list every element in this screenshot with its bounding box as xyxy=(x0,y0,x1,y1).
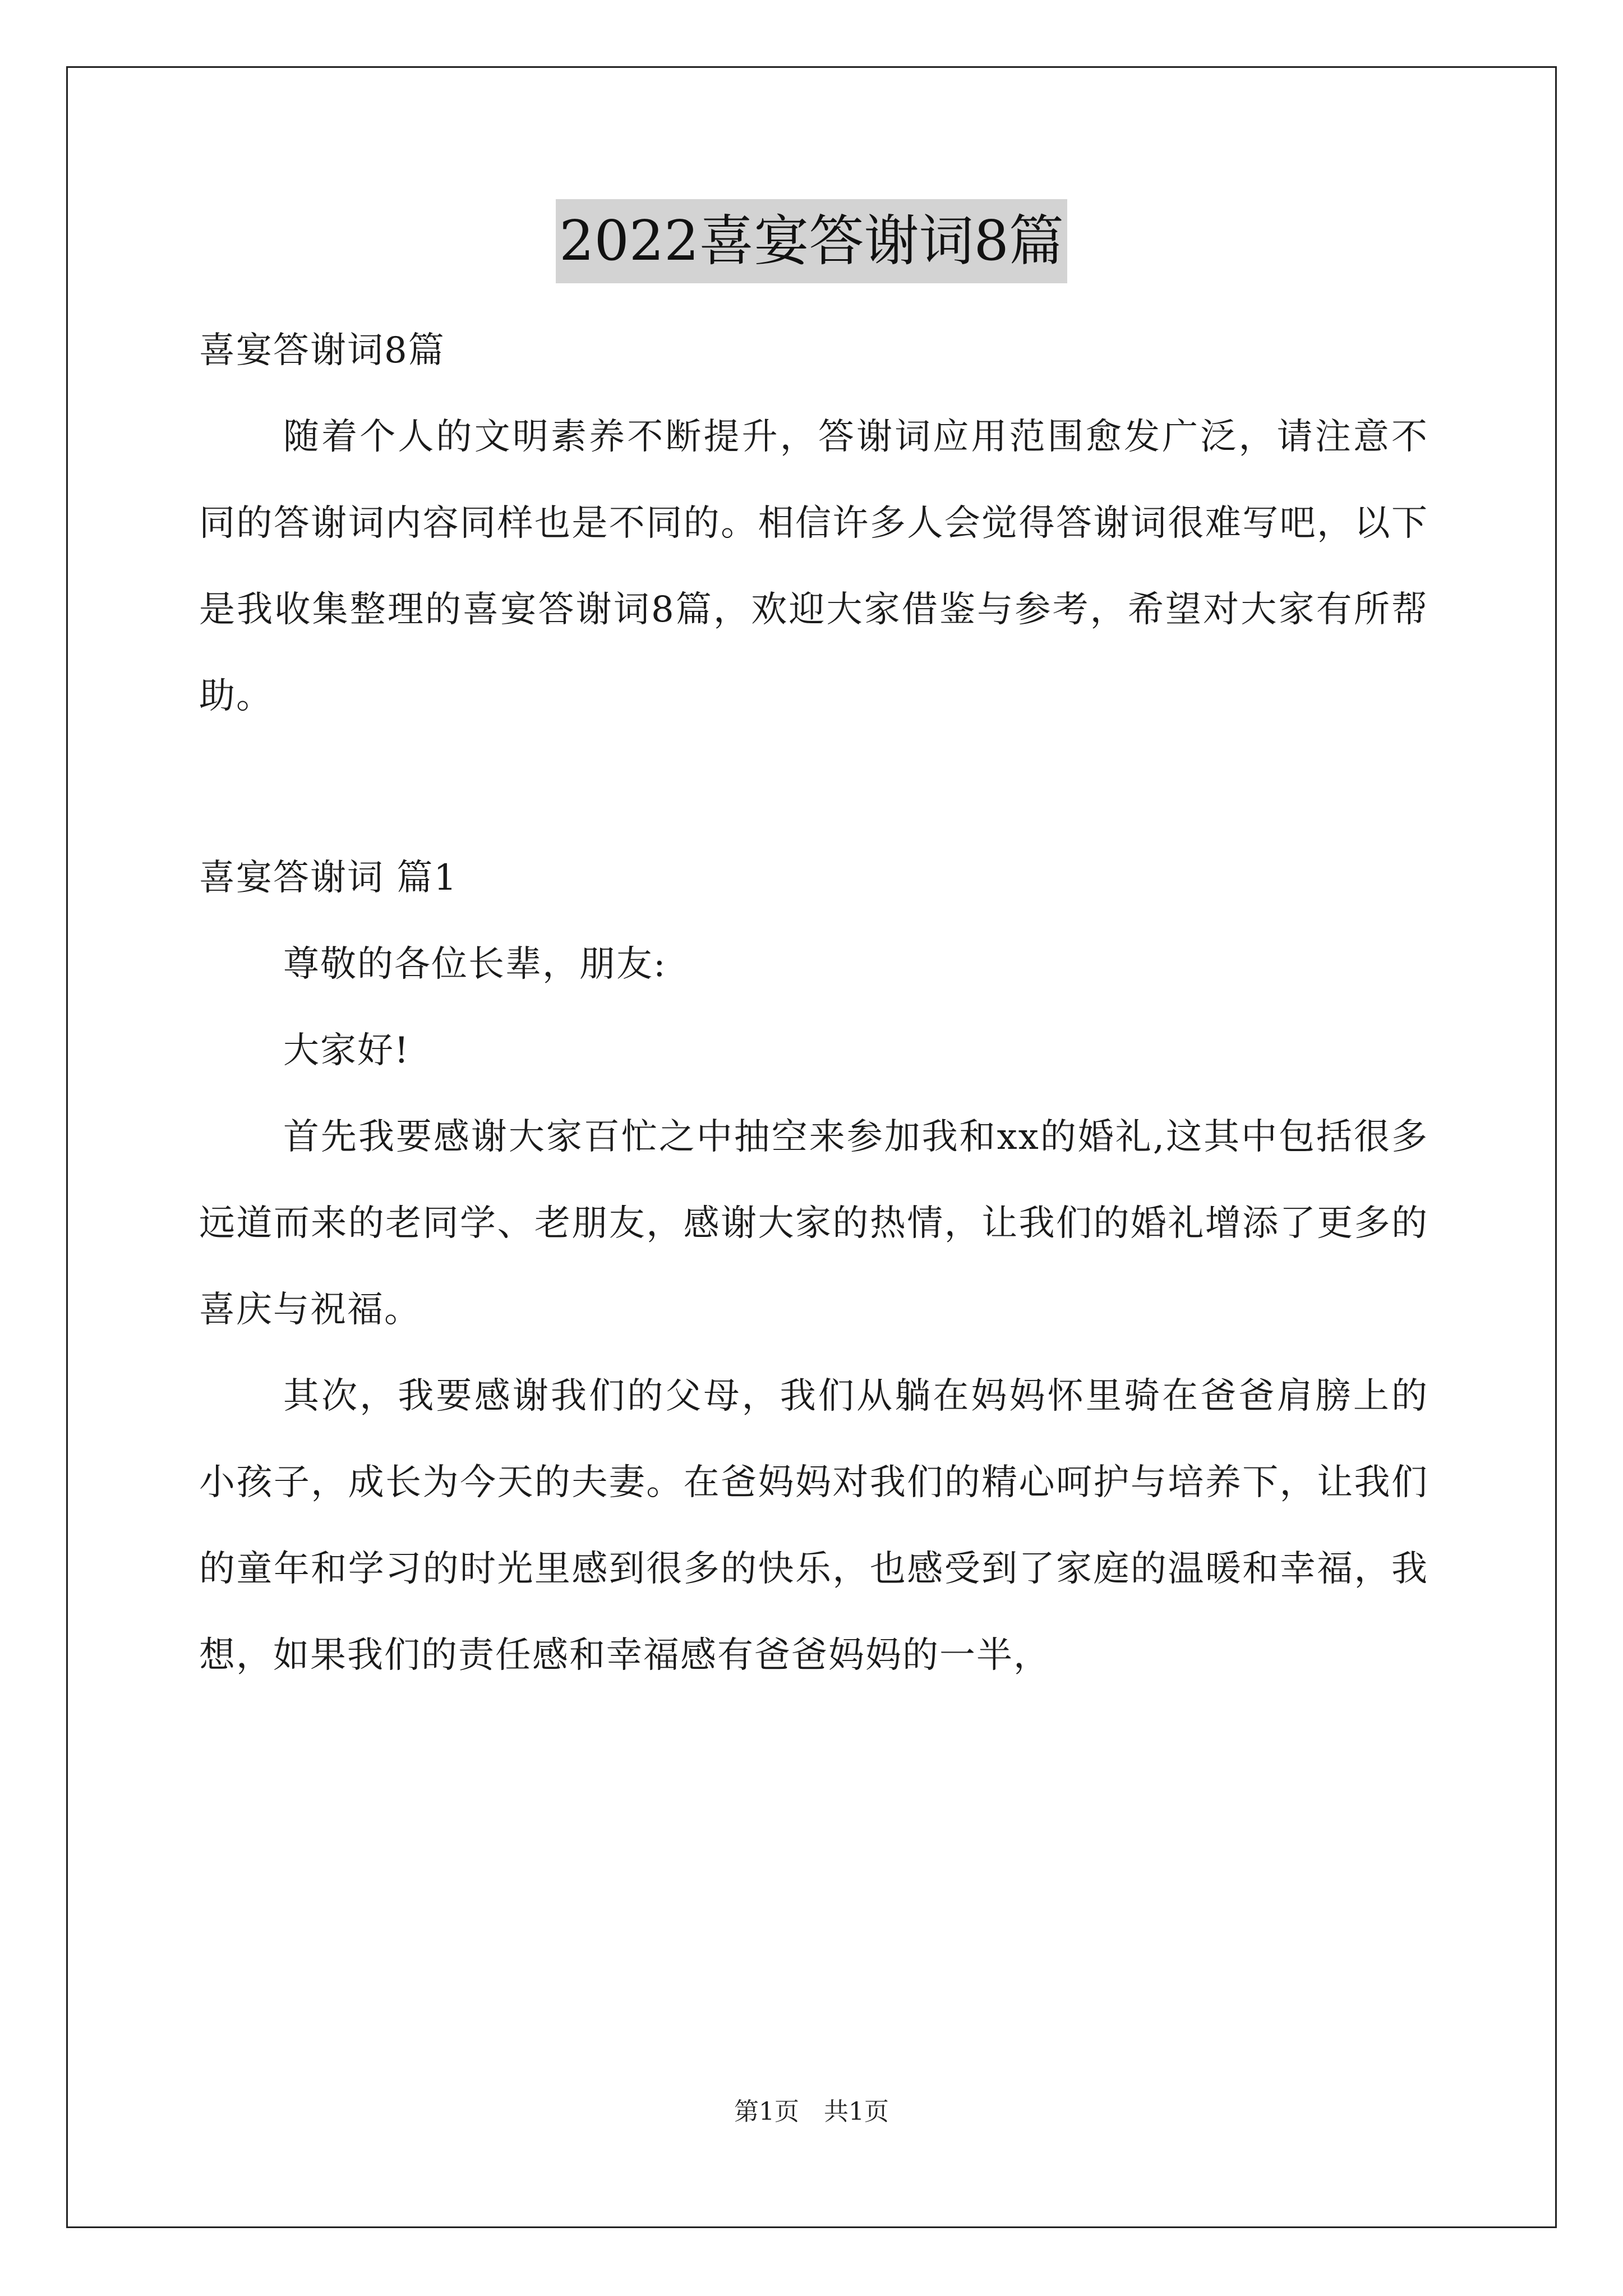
document-body xyxy=(199,307,1428,1699)
salutation: 尊敬的各位长辈，朋友: xyxy=(283,944,667,985)
greeting: 大家好! xyxy=(283,1030,410,1071)
intro-paragraph: 随着个人的文明素养不断提升，答谢词应用范围愈发广泛，请注意不同的答谢词内容同样也是不同的。相信许多人会觉得答谢词很难写吧，以下是我收集整理的喜宴答谢词8篇，欢迎大家借鉴与参考，希望对大家有所帮助。 xyxy=(199,416,1428,717)
page-footer xyxy=(0,2091,1623,2127)
page-number-total: 共1页 xyxy=(824,2097,889,2126)
title-container xyxy=(0,199,1623,283)
page-number-current: 第1页 xyxy=(734,2097,799,2126)
section-heading: 喜宴答谢词 篇1 xyxy=(199,857,458,899)
section-gap xyxy=(199,739,1428,835)
body-paragraph-2: 其次，我要感谢我们的父母，我们从躺在妈妈怀里骑在爸爸肩膀上的小孩子，成长为今天的夫妻。在爸妈妈对我们的精心呵护与培养下，让我们的童年和学习的时光里感到很多的快乐，也感受到了家庭的温暖和幸福，我想，如果我们的责任感和幸福感有爸爸妈妈的一半， xyxy=(199,1375,1428,1676)
document-subtitle: 喜宴答谢词8篇 xyxy=(199,330,445,371)
body-paragraph-1: 首先我要感谢大家百忙之中抽空来参加我和xx的婚礼,这其中包括很多远道而来的老同学、老朋友，感谢大家的热情，让我们的婚礼增添了更多的喜庆与祝福。 xyxy=(199,1116,1428,1331)
document-title: 2022喜宴答谢词8篇 xyxy=(556,199,1067,283)
